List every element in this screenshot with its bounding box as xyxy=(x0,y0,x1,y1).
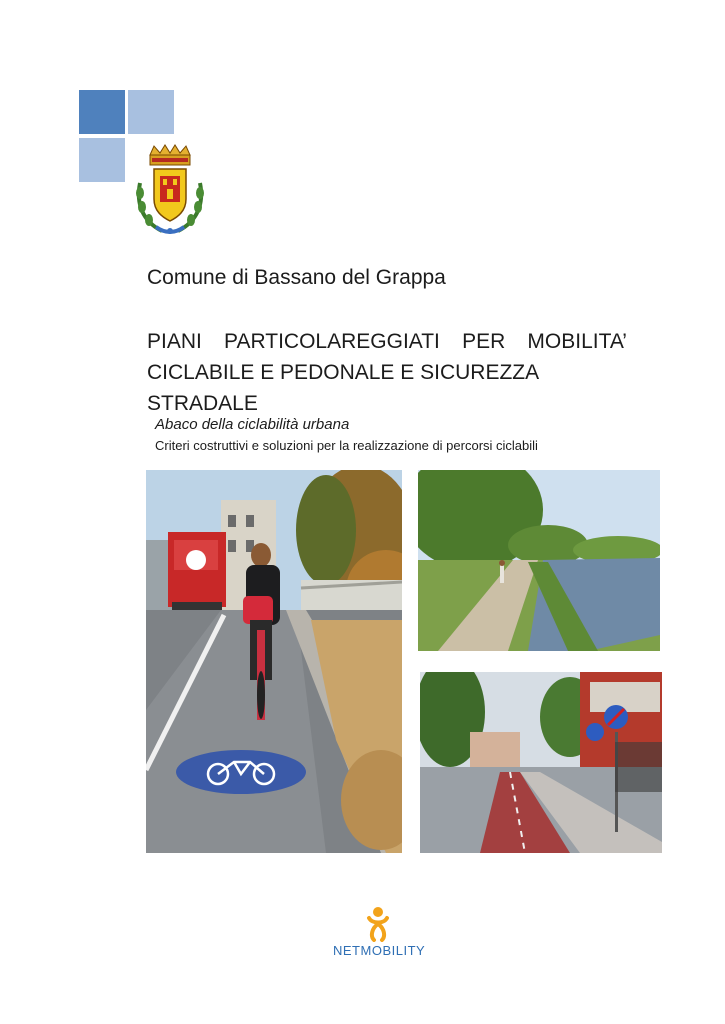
title-word: MOBILITA’ xyxy=(527,330,627,353)
decor-square-dark xyxy=(79,90,125,134)
netmobility-logo-text: NETMOBILITY xyxy=(333,943,426,958)
photo-red-bike-lane xyxy=(420,672,662,853)
photo-cyclist-bike-lane xyxy=(146,470,402,853)
municipality-title: Comune di Bassano del Grappa xyxy=(147,266,446,289)
title-word: PER xyxy=(462,330,506,353)
coat-of-arms-icon xyxy=(132,143,208,239)
title-word: PARTICOLAREGGIATI xyxy=(224,330,440,353)
title-line-1 xyxy=(147,326,627,357)
subtitle-abaco: Abaco della ciclabilità urbana xyxy=(155,416,350,433)
subtitle-description: Criteri costruttivi e soluzioni per la realizzazione di percorsi ciclabili xyxy=(155,438,538,453)
decor-square-light-top xyxy=(128,90,174,134)
title-line-2: CICLABILE E PEDONALE E SICUREZZA STRADALE xyxy=(147,361,538,415)
title-word: PIANI xyxy=(147,330,202,353)
decor-square-light-bottom xyxy=(79,138,125,182)
photo-canal-path xyxy=(418,470,660,651)
netmobility-logo-icon xyxy=(366,906,390,942)
document-title xyxy=(147,326,627,419)
